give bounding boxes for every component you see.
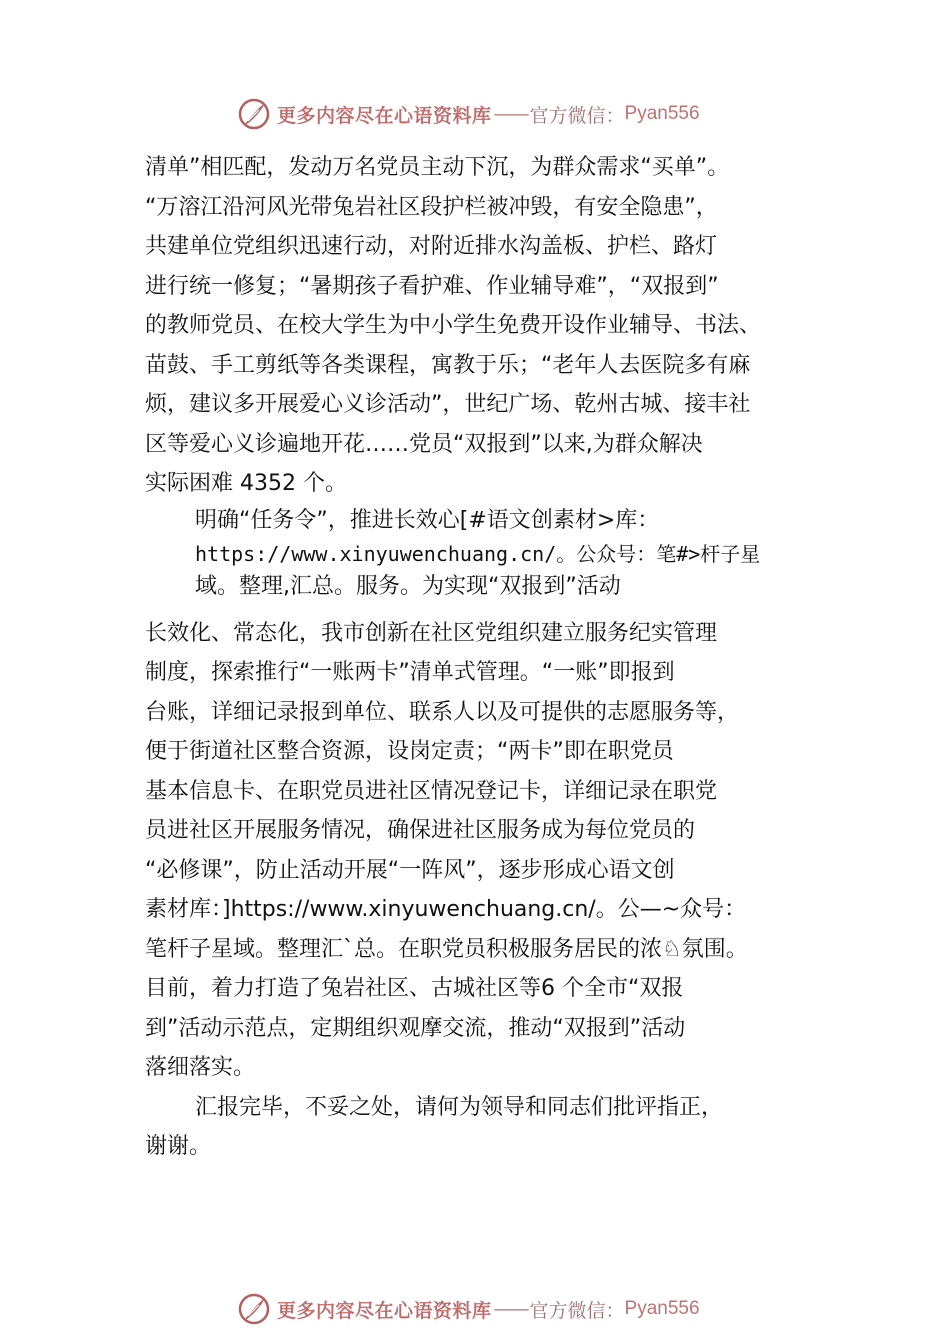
quill-logo-icon: [237, 1292, 271, 1326]
body-line: 台账，详细记录报到单位、联系人以及可提供的志愿服务等，: [145, 699, 740, 725]
body-line: 基本信息卡、在职党员进社区情况登记卡，详细记录在职党: [145, 778, 718, 804]
body-line-thanks: 谢谢。: [145, 1134, 212, 1159]
header-banner: [237, 96, 700, 132]
header-banner-wechat-id: Pyan556: [624, 103, 700, 124]
body-line: “必修课”，防止活动开展“一阵风”，逐步形成心语文创: [145, 857, 675, 883]
body-line: 明确“任务令”，推进长效心[#语文创素材>库：: [195, 507, 660, 533]
body-line: 实际困难 4352 个。: [145, 471, 347, 496]
body-line: 的教师党员、在校大学生为中小学生免费开设作业辅导、书法、: [145, 313, 762, 338]
body-line: 区等爱心义诊遍地开花……党员“双报到”以来,为群众解决: [145, 431, 703, 457]
header-banner-title: 更多内容尽在心语资料库: [277, 104, 492, 127]
body-line: 进行统一修复；“暑期孩子看护难、作业辅导难”，“双报到”: [145, 273, 719, 299]
footer-banner-wechat-id: Pyan556: [624, 1298, 700, 1319]
body-text: [145, 148, 845, 1167]
body-line-url: https://www.xinyuwenchuang.cn/。公众号：笔#>杆子星: [195, 541, 761, 566]
body-line: 共建单位党组织迅速行动，对附近排水沟盖板、护栏、路灯: [145, 234, 718, 259]
body-line: 长效化、常态化，我市创新在社区党组织建立服务纪实管理: [145, 620, 718, 646]
footer-banner: [237, 1291, 700, 1327]
quill-logo-icon: [237, 97, 271, 131]
body-line: 落细落实。: [145, 1055, 256, 1080]
body-line: 便于街道社区整合资源，设岗定责；“两卡”即在职党员: [145, 739, 674, 764]
body-line: 烦，建议多开展爱心义诊活动”，世纪广场、乾州古城、接丰社: [145, 392, 751, 417]
body-line: 制度，探索推行“一账两卡”清单式管理。“一账”即报到: [145, 660, 675, 685]
footer-banner-title: 更多内容尽在心语资料库: [277, 1299, 492, 1322]
body-line: 笔杆子星域。整理汇`总。在职党员积极服务居民的浓♘氛围。: [145, 936, 748, 962]
body-line: 清单”相匹配，发动万名党员主动下沉，为群众需求“买单”。: [145, 155, 730, 180]
body-line-closing: 汇报完毕，不妥之处，请何为领导和同志们批评指正，: [195, 1094, 724, 1120]
body-line: 员进社区开展服务情况，确保进社区服务成为每位党员的: [145, 818, 696, 843]
body-line-url: 素材库：]https://www.xinyuwenchuang.cn/。公—~众号：: [145, 897, 747, 922]
body-line: 域。整理,汇总。服务。为实现“双报到”活动: [195, 573, 621, 599]
paragraph-gap: [145, 604, 845, 614]
body-line: 目前，着力打造了兔岩社区、古城社区等6 个全市“双报: [145, 976, 684, 1001]
header-banner-dash: ——: [493, 103, 528, 125]
footer-banner-dash: ——: [493, 1298, 528, 1320]
footer-banner-wechat-label: 官方微信：: [529, 1299, 625, 1322]
header-banner-wechat-label: 官方微信：: [529, 104, 625, 127]
body-line: 到”活动示范点，定期组织观摩交流，推动“双报到”活动: [145, 1015, 686, 1041]
body-line: “万溶江沿河风光带兔岩社区段护栏被冲毁，有安全隐患”，: [145, 194, 718, 220]
body-line: 苗鼓、手工剪纸等各类课程，寓教于乐；“老年人去医院多有麻: [145, 352, 751, 378]
